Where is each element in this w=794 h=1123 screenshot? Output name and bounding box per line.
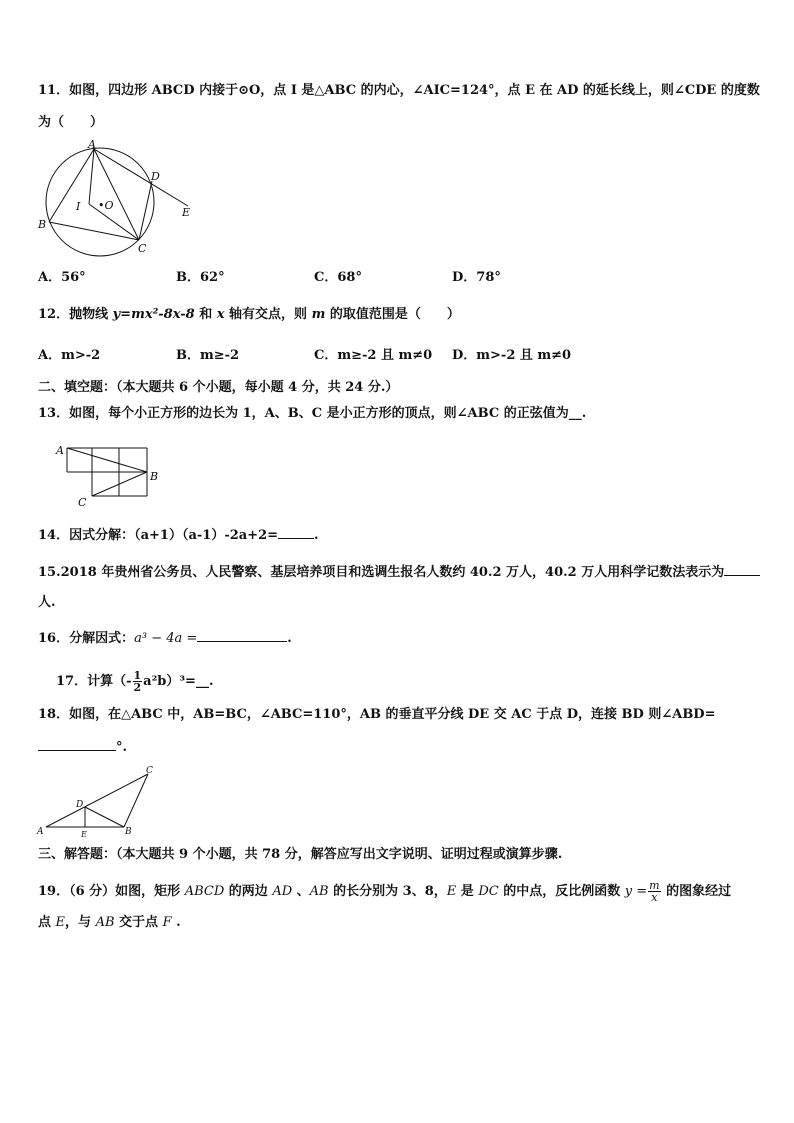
segment-ab: [49, 149, 94, 222]
label-b: B: [150, 470, 159, 483]
q14-stem: [38, 526, 319, 545]
q17-fraction: [133, 670, 143, 693]
q19-line2b: ，与: [65, 915, 96, 930]
q12-option-a: A．m>-2: [38, 348, 101, 363]
q19-line2c: 交于点: [114, 915, 163, 930]
q18-tail: °.: [116, 740, 128, 755]
q19-line2d: .: [171, 915, 181, 930]
label-a: A: [56, 444, 64, 457]
q11-line1: 11．如图，四边形 ABCD 内接于⊙O，点 I 是△ABC 的内心，∠AIC=124°，点 E 在 AD 的延长线上，则∠CDE 的度数: [38, 83, 760, 98]
q12-stem: [38, 306, 460, 324]
q19-ab2: AB: [95, 915, 115, 930]
label-a: A: [88, 138, 96, 151]
label-a: A: [37, 827, 44, 837]
label-c: C: [78, 496, 87, 509]
q12-option-c: C．m≥-2 且 m≠0: [314, 348, 433, 363]
q14-tail: .: [314, 528, 319, 543]
q19-denominator: x: [651, 891, 658, 904]
label-d: D: [151, 170, 160, 183]
q17-denominator: 2: [133, 681, 142, 694]
section-fill-in-heading: 二、填空题：（本大题共 6 个小题，每小题 4 分，共 24 分.）: [38, 380, 399, 395]
q16-prefix: 16．分解因式：: [38, 631, 135, 646]
segment-ab: [67, 448, 147, 472]
q19-line2a: 点: [38, 915, 56, 930]
q11-option-d: D．78°: [452, 270, 501, 285]
q15-text: 15.2018 年贵州省公务员、人民警察、基层培养项目和选调生报名人数约 40.2 万人，40.2 万人用科学记数法表示为: [38, 565, 725, 580]
q18-line2: [38, 738, 127, 757]
label-c: C: [146, 766, 153, 776]
q17-stem: [56, 670, 213, 693]
q13-stem: 13．如图，每个小正方形的边长为 1，A、B、C 是小正方形的顶点，则∠ABC 的正弦值为__.: [38, 406, 587, 421]
q12-mid: 和: [194, 307, 217, 322]
q18-answer-blank[interactable]: [38, 738, 116, 751]
q19-dc: DC: [478, 884, 499, 899]
q19-mid4: 的中点，反比例函数: [498, 884, 625, 899]
q17-prefix: 17．计算（-: [56, 674, 132, 689]
q16-expr: a³ − 4a =: [134, 631, 198, 646]
q19-prefix: 19．（6 分）如图，矩形: [38, 884, 185, 899]
q16-tail: .: [287, 631, 292, 646]
q15-line2: 人.: [38, 595, 56, 610]
q17-numerator: 1: [133, 669, 142, 682]
q19-ab: AB: [309, 884, 329, 899]
q19-mid3: 是: [456, 884, 479, 899]
q13-grid-figure: [52, 440, 164, 510]
q19-e2: E: [55, 915, 66, 930]
q19-sep: 、: [292, 884, 310, 899]
q12-suffix2: 的取值范围是（ ）: [325, 307, 460, 322]
section-solution-heading: 三、解答题：（本大题共 9 个小题，共 78 分，解答应写出文字说明、证明过程或演算步骤.: [38, 847, 563, 862]
q19-mid1: 的两边: [224, 884, 273, 899]
q17-mid: a²b）³=: [143, 674, 196, 689]
q19-mid5: 的图象经过: [661, 884, 732, 899]
q19-e: E: [446, 884, 457, 899]
q15-answer-blank[interactable]: [724, 563, 760, 576]
q19-line1: [38, 880, 731, 903]
q11-option-b: B．62°: [176, 270, 225, 285]
segment-ac: [46, 774, 148, 827]
q18-line1: 18．如图，在△ABC 中，AB=BC，∠ABC=110°，AB 的垂直平分线 DE 交 AC 于点 D，连接 BD 则∠ABD=: [38, 707, 716, 722]
label-d: D: [76, 800, 84, 810]
q17-tail: __.: [195, 674, 214, 689]
label-b: B: [38, 218, 47, 231]
q12-x: x: [216, 307, 225, 322]
q11-option-c: C．68°: [314, 270, 362, 285]
q15-line1: [38, 563, 760, 582]
label-i: I: [76, 200, 81, 213]
label-e: E: [182, 206, 191, 219]
label-b: B: [125, 827, 132, 837]
q12-m: m: [311, 307, 326, 322]
q14-text: 14．因式分解：（a+1）（a-1）-2a+2=: [38, 528, 279, 543]
q12-option-b: B．m≥-2: [176, 348, 240, 363]
segment-ai: [89, 149, 94, 204]
segment-bc: [49, 222, 139, 240]
q12-option-d: D．m>-2 且 m≠0: [452, 348, 572, 363]
q11-option-a: A．56°: [38, 270, 86, 285]
q19-abcd: ABCD: [184, 884, 225, 899]
q12-expr: y=mx²-8x-8: [112, 307, 195, 322]
label-o: •O: [98, 199, 114, 212]
q14-answer-blank[interactable]: [278, 526, 314, 539]
q19-numerator: m: [649, 879, 660, 892]
segment-bd: [85, 807, 124, 827]
q19-ad: AD: [272, 884, 293, 899]
q19-line2: [38, 914, 181, 932]
q16-stem: [38, 629, 292, 648]
label-c: C: [138, 242, 147, 255]
q11-circle-figure: [36, 138, 196, 260]
segment-bc: [124, 774, 148, 827]
q19-f: F: [162, 915, 172, 930]
label-e: E: [81, 830, 87, 838]
q12-prefix: 12．抛物线: [38, 307, 113, 322]
q11-line2: 为（ ）: [38, 115, 104, 130]
q19-yeq: y =: [624, 884, 648, 899]
q12-suffix1: 轴有交点，则: [224, 307, 312, 322]
q19-mid2: 的长分别为 3、8，: [328, 884, 447, 899]
q18-triangle-figure: [36, 764, 166, 838]
q16-answer-blank[interactable]: [197, 629, 287, 642]
q19-fraction: [648, 880, 660, 903]
